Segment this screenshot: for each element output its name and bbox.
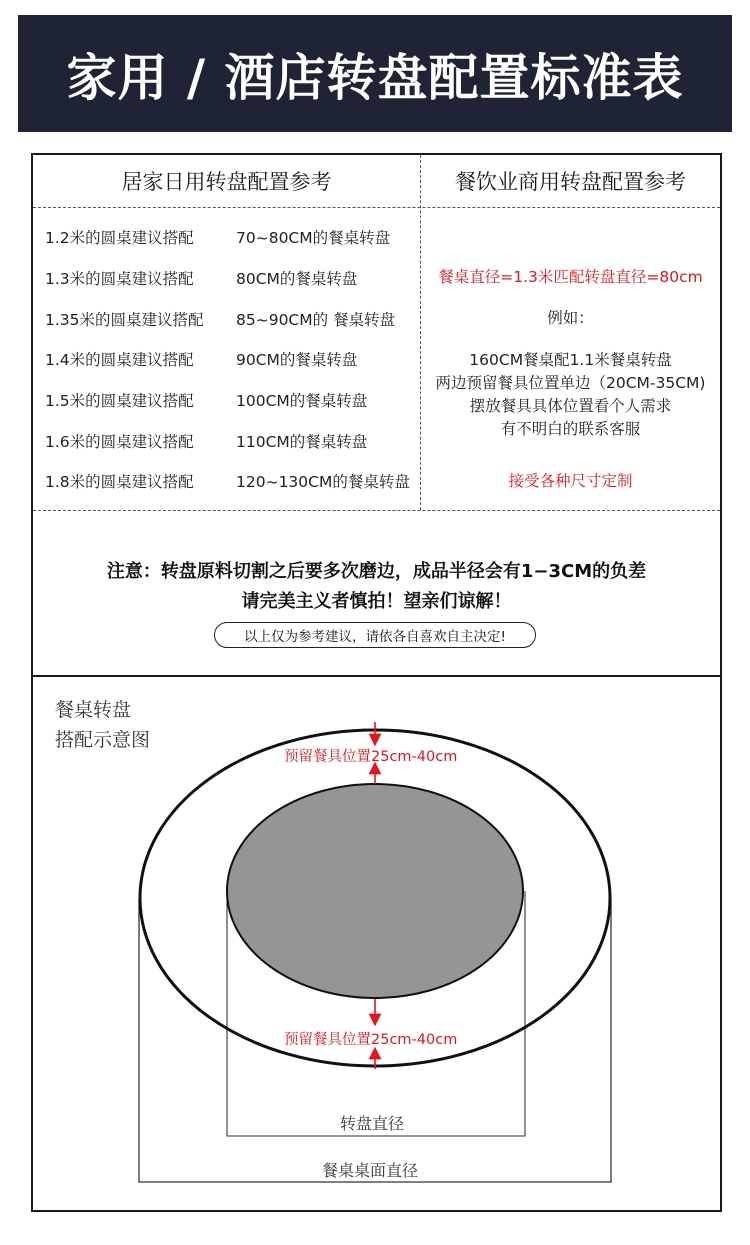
diagram-title-line-2: 搭配示意图 [55,729,151,751]
table-diameter-label: 餐桌桌面直径 [322,1161,419,1180]
page-title: 家用 / 酒店转盘配置标准表 [66,48,684,107]
table-size: 1.35米的圆桌建议搭配 [45,310,204,329]
business-column-header: 餐饮业商用转盘配置参考 [455,170,686,194]
turntable-diameter-label: 转盘直径 [340,1114,405,1133]
bottom-gap-label: 预留餐具位置25cm-40cm [284,1032,458,1048]
example-line: 160CM餐桌配1.1米餐桌转盘 [469,351,672,369]
table-size: 1.8米的圆桌建议搭配 [45,473,194,492]
table-size: 1.2米的圆桌建议搭配 [45,229,194,248]
business-highlight: 餐桌直径=1.3米匹配转盘直径=80cm [438,268,703,286]
turntable-size: 100CM的餐桌转盘 [236,392,368,411]
example-line: 有不明白的联系客服 [500,420,641,438]
table-size: 1.5米的圆桌建议搭配 [45,392,194,411]
table-size: 1.4米的圆桌建议搭配 [45,351,194,370]
table-size: 1.6米的圆桌建议搭配 [45,432,194,451]
turntable-size: 85~90CM的 餐桌转盘 [236,310,396,329]
turntable-size: 110CM的餐桌转盘 [236,432,368,451]
turntable-size: 80CM的餐桌转盘 [236,270,358,289]
example-line: 两边预留餐具位置单边（20CM-35CM) [435,374,706,392]
top-gap-label: 预留餐具位置25cm-40cm [284,749,458,765]
notice-line-2: 请完美主义者慎拍！望亲们谅解！ [241,591,512,612]
notice-line-1: 注意：转盘原料切割之后要多次磨边，成品半径会有1−3CM的负差 [106,561,647,582]
example-label: 例如： [547,309,594,327]
custom-size-note: 接受各种尺寸定制 [508,472,633,490]
diagram-title-line-1: 餐桌转盘 [55,699,132,721]
disclaimer-pill: 以上仅为参考建议，请依各自喜欢自主决定! [214,622,536,648]
home-column-header: 居家日用转盘配置参考 [121,170,332,194]
example-line: 摆放餐具具体位置看个人需求 [469,397,672,415]
table-size: 1.3米的圆桌建议搭配 [45,270,194,289]
turntable-size: 90CM的餐桌转盘 [236,351,358,370]
turntable-size: 120~130CM的餐桌转盘 [236,473,410,492]
turntable-size: 70~80CM的餐桌转盘 [236,229,391,248]
turntable-ellipse [227,784,523,998]
